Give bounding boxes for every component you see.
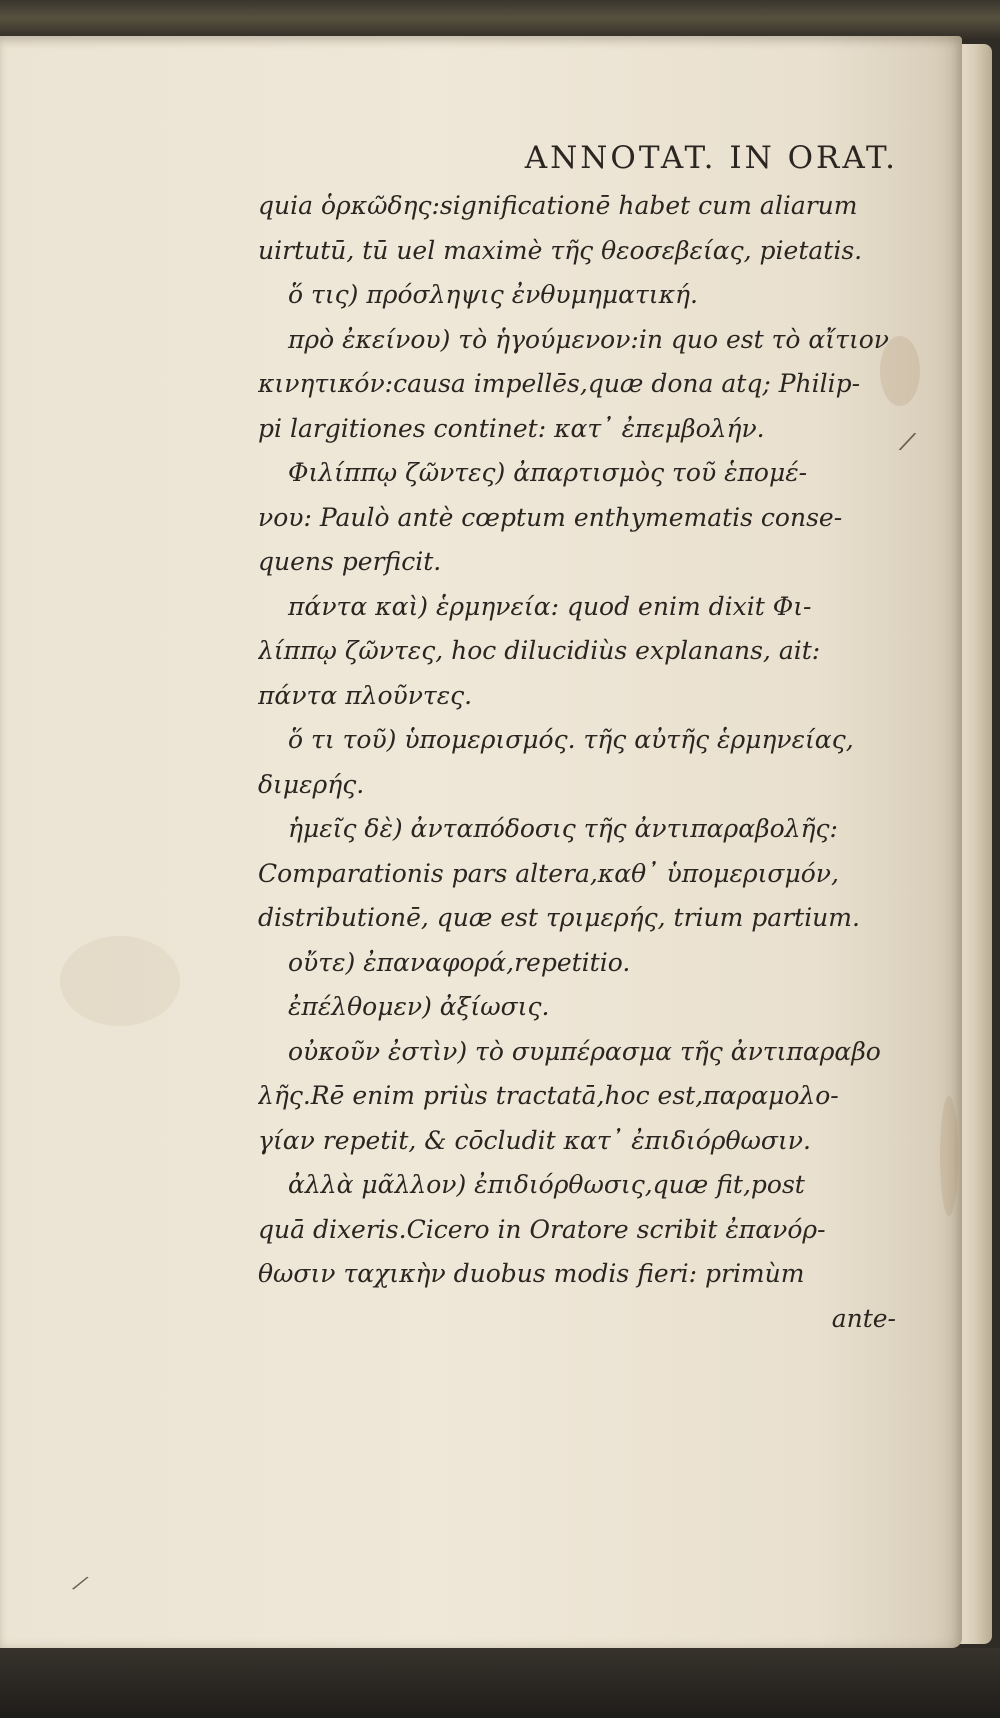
text-line: ἀλλὰ μᾶλλον) ἐπιδιόρθωσις,quæ fit,post (288, 1170, 805, 1199)
text-line: οὐκοῦν ἐστὶν) τὸ συμπέρασμα τῆς ἀντιπαραβο (288, 1036, 881, 1066)
text-line: ἡμεῖς δὲ) ἀνταπόδοσις τῆς ἀντιπαραβολῆς: (288, 814, 838, 843)
text-line: distributionē, quæ est τριμερής, trium partium. (258, 903, 860, 932)
catchword: ante- (831, 1303, 896, 1333)
text-line: λίππῳ ζῶντες, hoc dilucidiùs explanans, ait: (258, 636, 821, 665)
text-line: γίαν repetit, & cōcludit κατ᾽ ἐπιδιόρθωσιν. (258, 1125, 811, 1155)
text-line: quā dixeris.Cicero in Oratore scribit ἐπανόρ- (258, 1214, 826, 1244)
text-line: uirtutū, tū uel maximè τῆς θεοσεβείας, pietatis. (258, 235, 863, 265)
margin-pen-mark: ⁄ (901, 427, 913, 459)
text-line: διμερής. (258, 769, 365, 799)
page-text-block (258, 140, 898, 1341)
text-line: νου: Paulò antè cœptum enthymematis conse- (258, 502, 843, 532)
text-line: ὅ τις) πρόσληψις ἐνθυμηματική. (288, 280, 698, 309)
margin-pen-mark: ⁄ (73, 1572, 86, 1597)
text-line: Comparationis pars altera,καθ᾽ ὑπομερισμόν, (258, 858, 839, 888)
running-header: ANNOTAT. IN ORAT. (524, 140, 898, 176)
text-line: quens perficit. (258, 547, 442, 576)
background-surface (0, 1648, 1000, 1718)
text-line: quia ὁρκῶδης:significationē habet cum aliarum (258, 191, 858, 220)
text-line: λῆς.Rē enim priùs tractatā,hoc est,παραμολο- (258, 1081, 839, 1110)
text-line: pi largitiones continet: κατ᾽ ἐπεμβολήν. (258, 413, 765, 443)
text-line: οὔτε) ἐπαναφορά,repetitio. (288, 947, 631, 977)
text-lines (258, 184, 898, 1297)
text-line: ὅ τι τοῦ) ὑπομερισμός. τῆς αὐτῆς ἑρμηνείας, (288, 725, 854, 754)
text-line: θωσιν ταχικὴν duobus modis fieri: primùm (258, 1259, 805, 1288)
paper-stain (940, 1096, 958, 1216)
text-line: πάντα καὶ) ἑρμηνεία: quod enim dixit Φι- (288, 591, 812, 621)
text-line: πρὸ ἐκείνου) τὸ ἡγούμενον:in quo est τὸ αἴτιον (288, 324, 889, 354)
text-line: πάντα πλοῦντες. (258, 680, 473, 710)
text-line: κινητικόν:causa impellēs,quæ dona atq; Philip- (258, 369, 861, 398)
text-line: ἐπέλθομεν) ἀξίωσις. (288, 992, 550, 1021)
paper-stain (60, 936, 180, 1026)
text-line: Φιλίππῳ ζῶντες) ἀπαρτισμὸς τοῦ ἑπομέ- (288, 458, 808, 487)
